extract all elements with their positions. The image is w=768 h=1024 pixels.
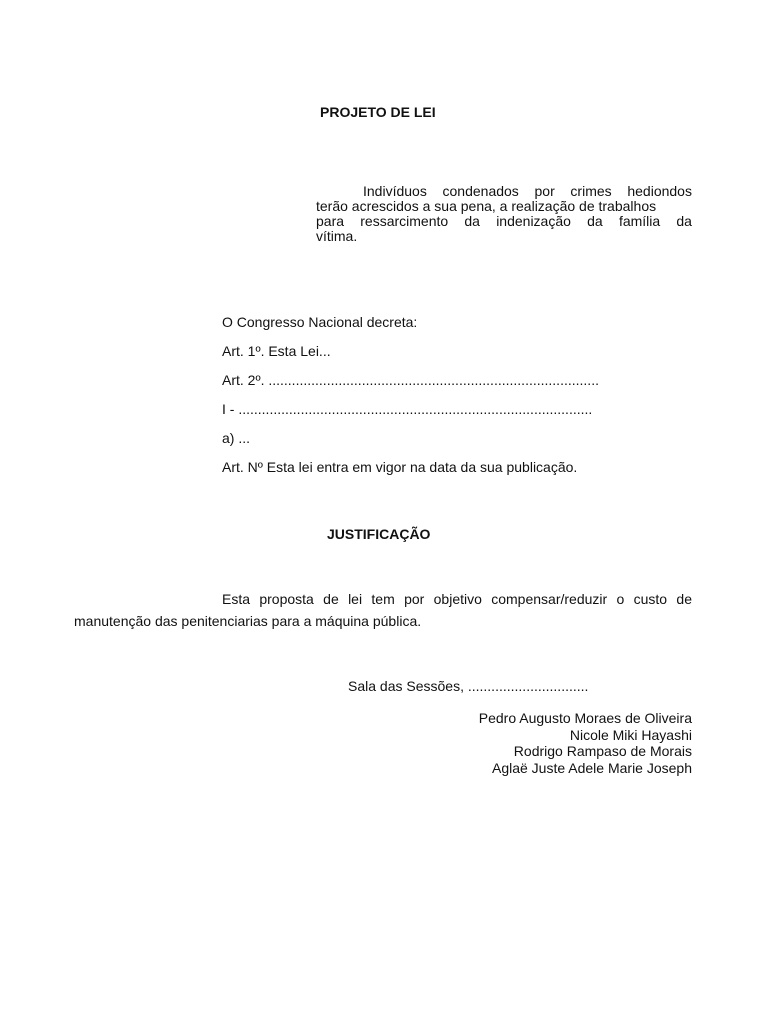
article-2: Art. 2º. ..................................................................................... (222, 372, 599, 388)
article-1: Art. 1º. Esta Lei... (222, 343, 331, 359)
signatories (479, 710, 692, 776)
ementa-word: da (587, 213, 603, 229)
justification-title: JUSTIFICAÇÃO (327, 526, 431, 542)
session-line: Sala das Sessões, ............................... (348, 678, 589, 694)
ementa-word: ressarcimento (360, 213, 449, 229)
signatory-name: Pedro Augusto Moraes de Oliveira (478, 710, 692, 726)
decree-preamble: O Congresso Nacional decreta: (222, 314, 418, 330)
justification-word: lei (348, 591, 363, 607)
justification-line-2: manutenção das penitenciarias para a máquina pública. (74, 613, 422, 629)
signatory-name: Rodrigo Rampaso de Morais (513, 743, 692, 759)
justification-word: proposta (259, 591, 314, 607)
ementa-word: da (464, 213, 480, 229)
ementa-word: da (676, 213, 692, 229)
justification-line-1 (74, 591, 692, 607)
article-n: Art. Nº Esta lei entra em vigor na data da sua publicação. (222, 459, 578, 475)
justification-word: Esta (222, 591, 251, 607)
document-title: PROJETO DE LEI (320, 104, 436, 120)
justification-word: por (404, 591, 425, 607)
ementa-line-3 (316, 214, 692, 229)
ementa-word: crimes (570, 183, 612, 199)
signatory-name: Nicole Miki Hayashi (569, 726, 692, 743)
justification-word: compensar/reduzir (491, 591, 608, 607)
ementa-word: condenados (442, 183, 519, 199)
ementa-line-1 (316, 184, 692, 199)
ementa-word: para (316, 213, 345, 229)
ementa-line-4: vítima. (316, 228, 358, 244)
justification-word: objetivo (433, 591, 482, 607)
justification-word: de (323, 591, 339, 607)
inciso-i: I - ........................................................................................... (222, 401, 593, 417)
alinea-a: a) ... (222, 430, 251, 446)
ementa-word: Indivíduos (363, 183, 427, 199)
ementa-word: por (534, 183, 555, 199)
justification-word: tem (371, 591, 395, 607)
ementa-word: indenização (496, 213, 571, 229)
signatory-name: Aglaë Juste Adele Marie Joseph (491, 759, 692, 776)
justification-word: custo (633, 591, 668, 607)
ementa-line-2: terão acrescidos a sua pena, a realização de trabalhos (316, 198, 657, 214)
ementa-word: hediondos (627, 183, 692, 199)
justification-word: de (676, 591, 692, 607)
justification-word: o (616, 591, 625, 607)
ementa-word: família (618, 213, 661, 229)
